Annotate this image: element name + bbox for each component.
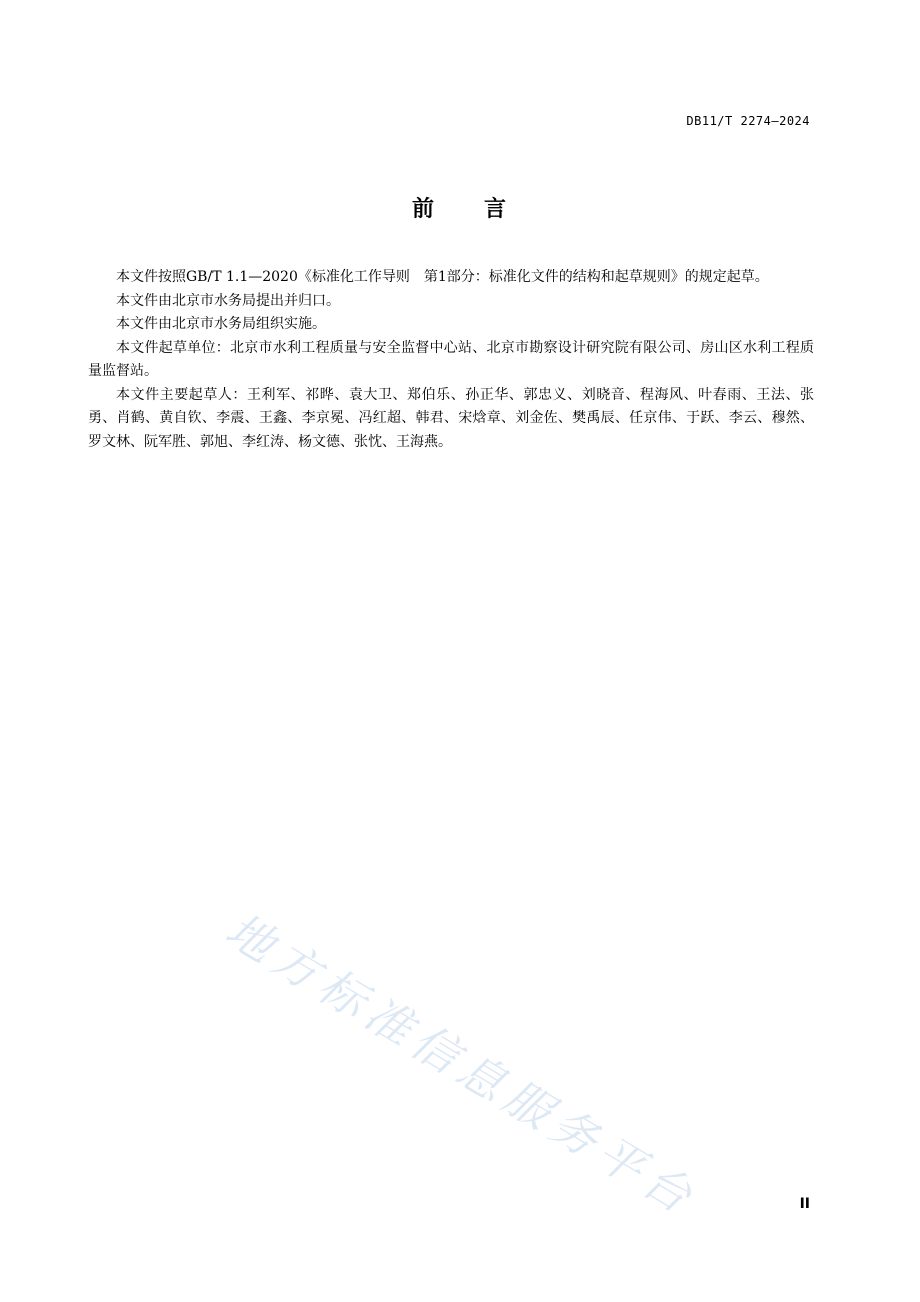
title-char-2: 言: [484, 197, 509, 222]
paragraph-implementer: 本文件由北京市水务局组织实施。: [116, 316, 326, 332]
title-char-1: 前: [411, 197, 436, 222]
preface-body: [88, 266, 814, 454]
paragraph-proposer: 本文件由北京市水务局提出并归口。: [116, 292, 340, 309]
page-number: II: [799, 1196, 810, 1212]
document-code: DB11/T 2274—2024: [686, 114, 810, 128]
page-title: [0, 192, 920, 223]
paragraph-drafting-units: 本文件起草单位：北京市水利工程质量与安全监督中心站、北京市勘察设计研究院有限公司、房山区水利工程质量监督站。: [88, 339, 814, 379]
watermark: 地方标准信息服务平台: [216, 902, 708, 1227]
paragraph-drafters: 本文件主要起草人：王利军、祁晔、袁大卫、郑伯乐、孙正华、郭忠义、刘晓音、程海风、叶春雨、王法、张勇、肖鹤、黄自钦、李震、王鑫、李京冕、冯红超、韩君、宋焓章、刘金佐、樊禹辰、任京伟、于跃、李云、穆然、罗文林、阮军胜、郭旭、李红涛、杨文德、张忱、王海燕。: [88, 386, 814, 450]
paragraph-drafting-basis: 本文件按照GB/T 1.1—2020《标准化工作导则 第1部分：标准化文件的结构和起草规则》的规定起草。: [116, 269, 769, 285]
